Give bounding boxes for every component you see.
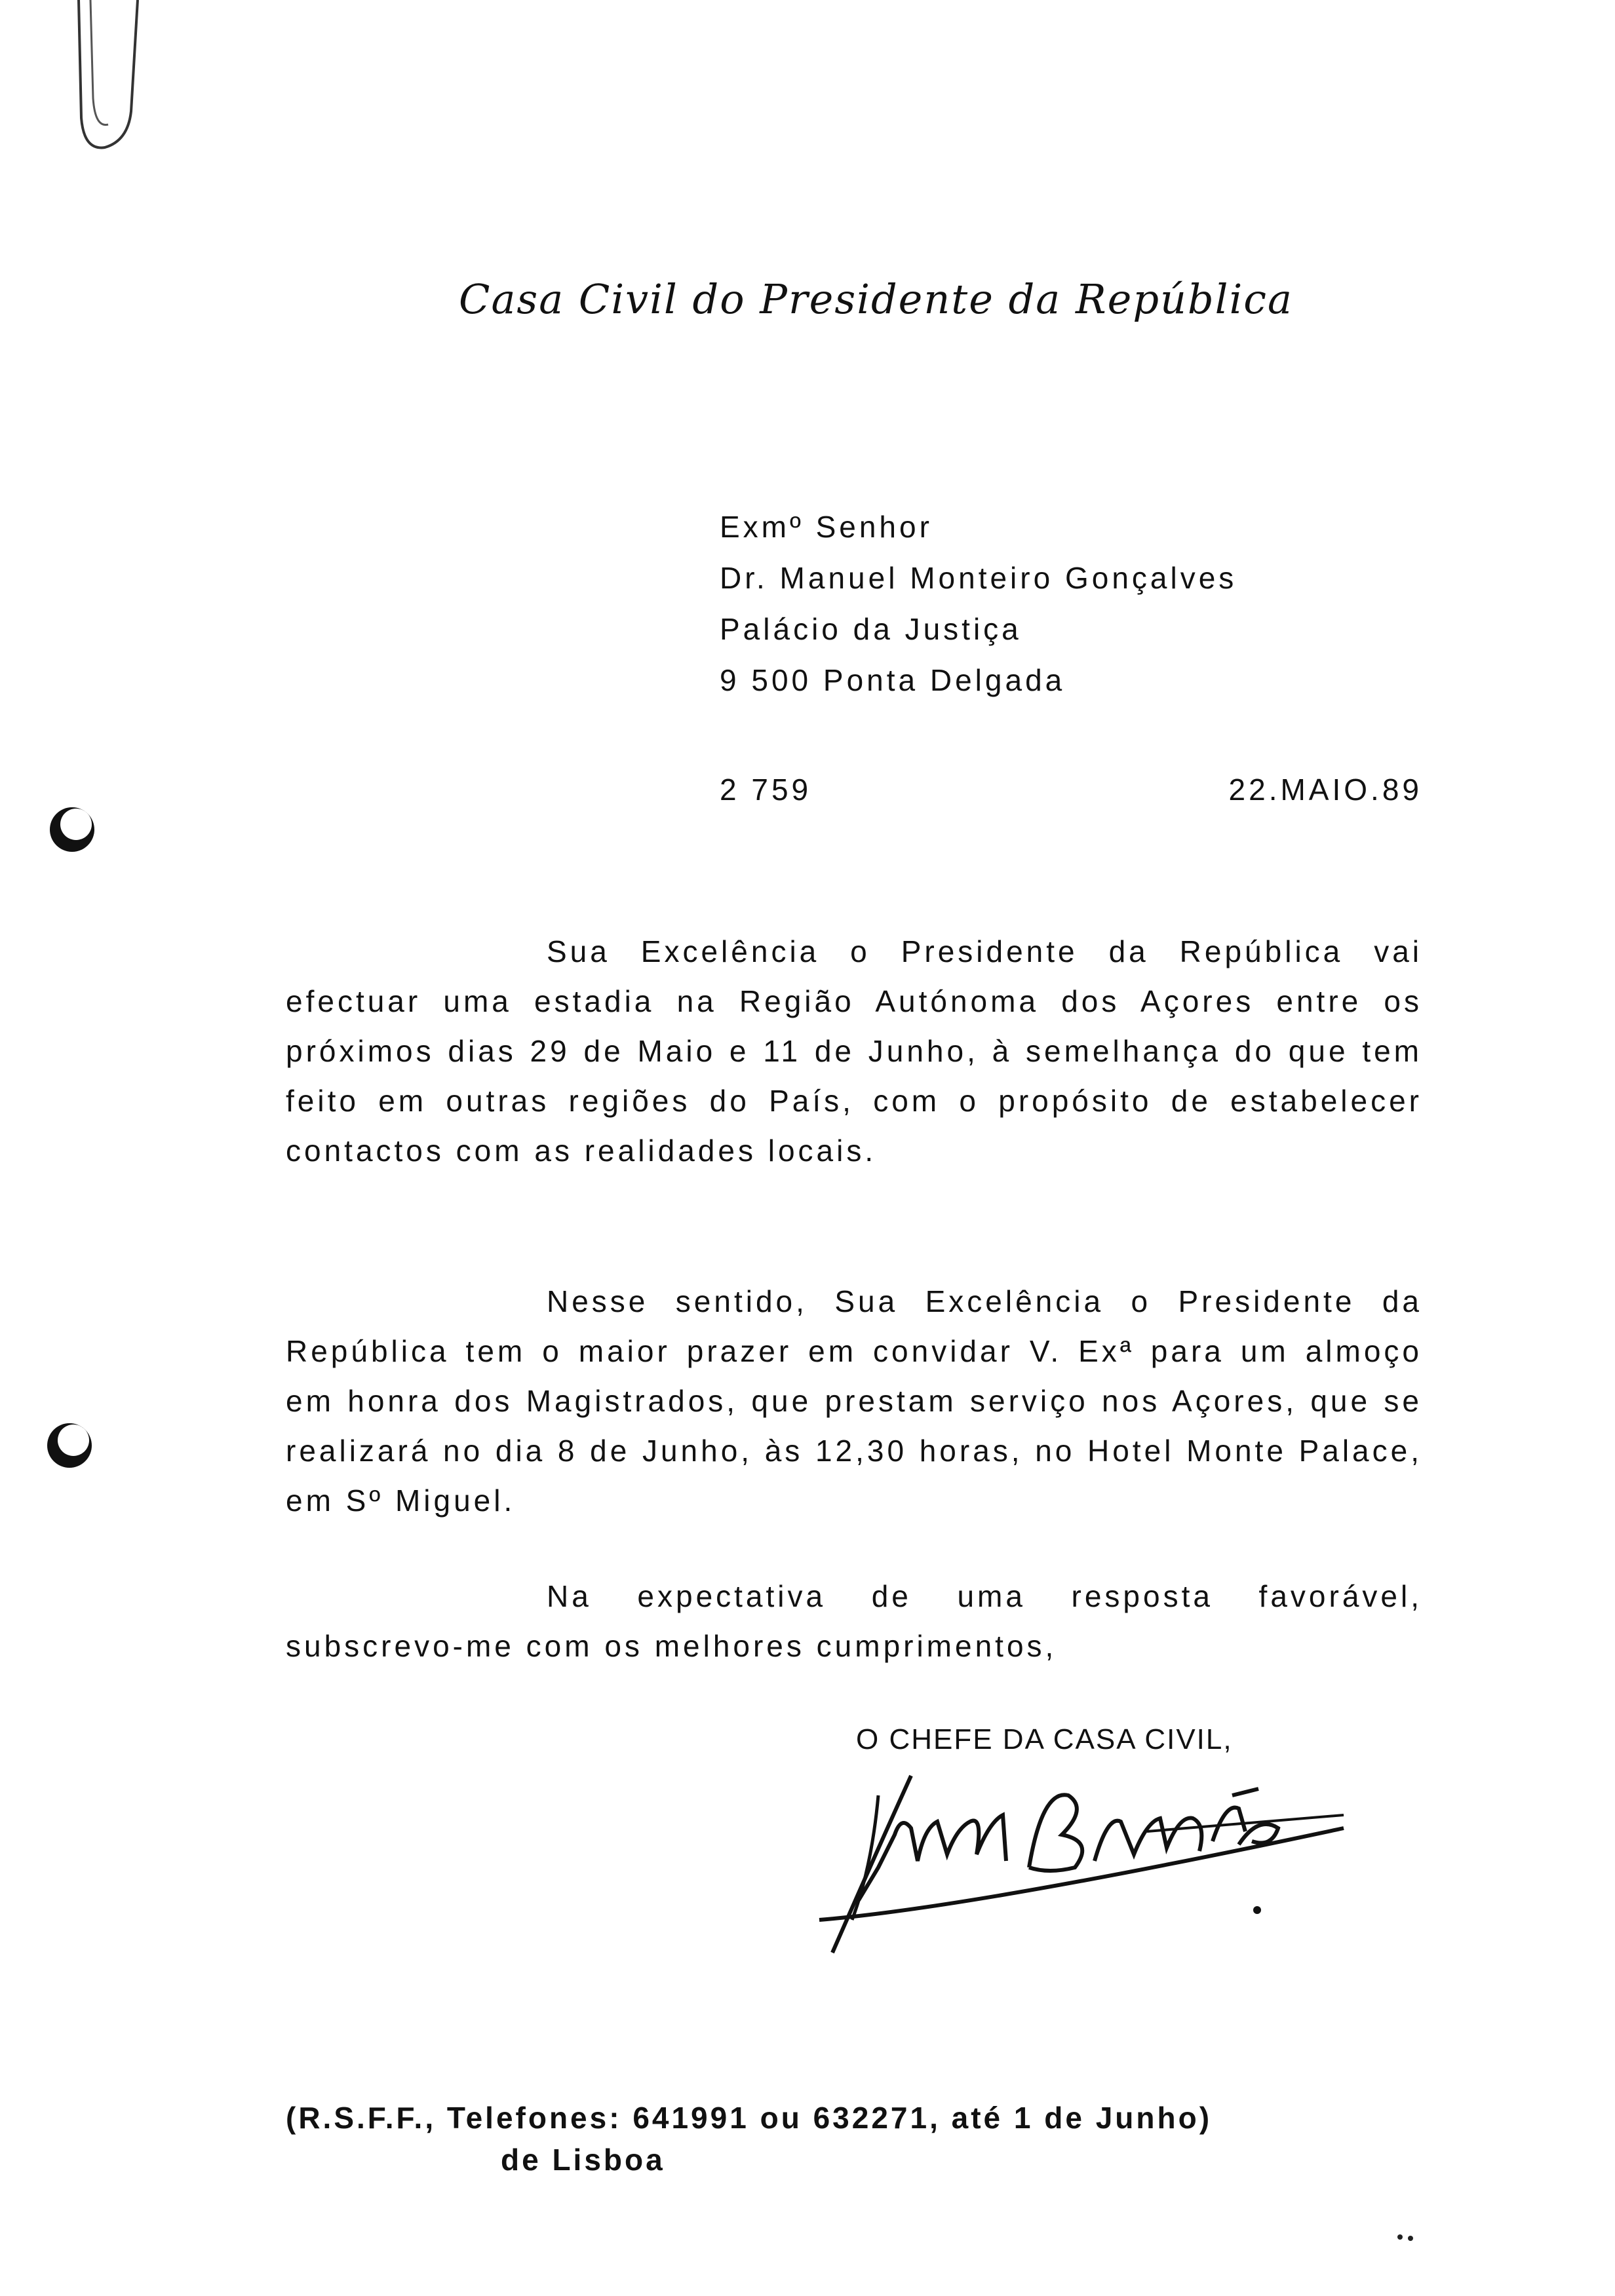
footer-line-1: (R.S.F.F., Telefones: 641991 ou 632271, até 1 de Junho): [286, 2101, 1213, 2135]
punch-hole-top: [47, 805, 97, 854]
closing-title: O CHEFE DA CASA CIVIL,: [856, 1723, 1233, 1755]
footer-note: [286, 2097, 1212, 2181]
reference-number: 2 759: [720, 773, 812, 807]
corner-dots: [1395, 2230, 1421, 2244]
letter-date: 22.MAIO.89: [1228, 773, 1422, 807]
recipient-postal: 9 500 Ponta Delgada: [720, 663, 1066, 697]
recipient-place: Palácio da Justiça: [720, 612, 1022, 646]
recipient-name: Dr. Manuel Monteiro Gonçalves: [720, 561, 1237, 595]
paragraph-1: Sua Excelência o Presidente da República vai efectuar uma estadia na Região Autónoma dos Açores entre os próximos dias 29 de Maio e 11 de Junho, à semelhança do que tem feito em outras regiões do País, com o propósito de estabelecer contactos com as realidades locais.: [286, 934, 1422, 1168]
recipient-salutation: Exmº Senhor: [720, 510, 933, 544]
letterhead: Casa Civil do Presidente da República: [459, 275, 1293, 323]
paragraph-3: Na expectativa de uma resposta favorável, subscrevo-me com os melhores cumprimentos,: [286, 1579, 1422, 1663]
paragraph-2: Nesse sentido, Sua Excelência o Presidente da República tem o maior prazer em convidar V. Exª para um almoço em honra dos Magistrados, que prestam serviço nos Açores, que se realizará no dia 8 de Junho, às 12,30 horas, no Hotel Monte Palace, em Sº Miguel.: [286, 1284, 1422, 1518]
signature: [780, 1769, 1357, 1966]
recipient-address: [720, 501, 1237, 706]
punch-hole-bottom: [45, 1421, 94, 1470]
paper-clip-mark: [66, 0, 138, 157]
footer-line-2: de Lisboa: [501, 2143, 665, 2177]
